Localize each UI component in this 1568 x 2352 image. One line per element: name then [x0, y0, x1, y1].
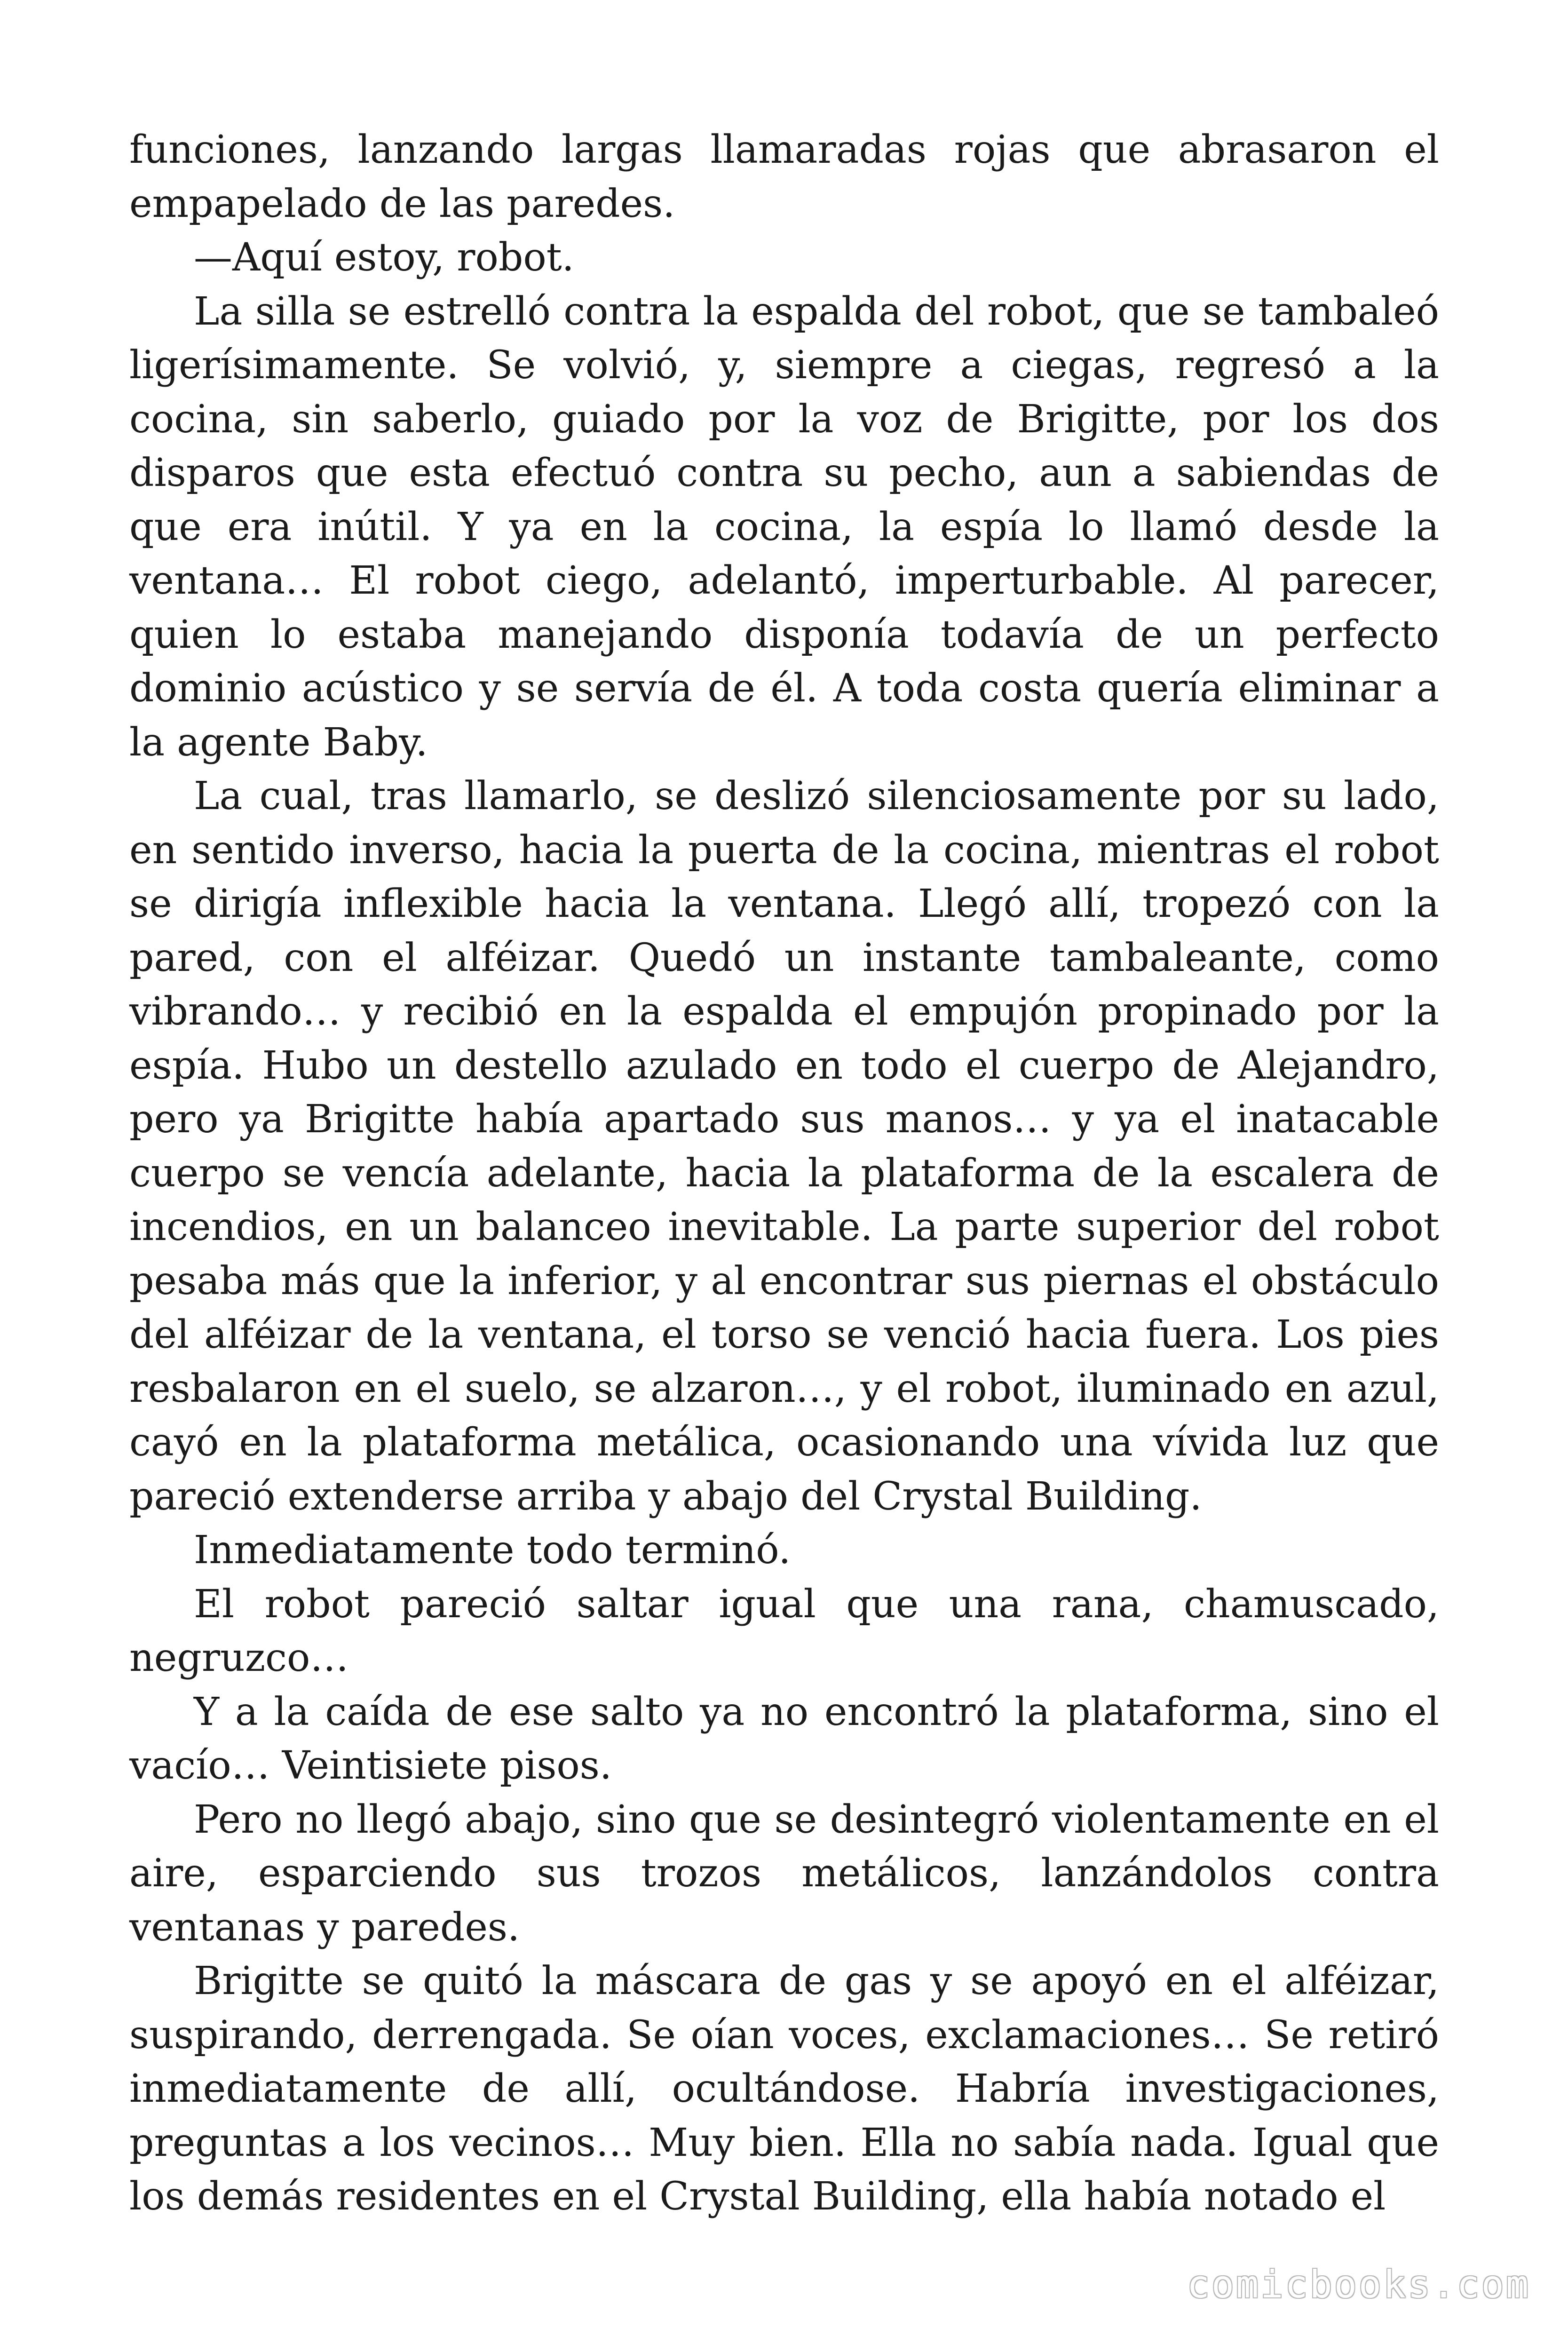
paragraph: Pero no llegó abajo, sino que se desintegró violentamente en el aire, esparciendo sus trozos metálicos, lanzándolos contra ventanas y paredes. — [129, 1797, 1439, 1950]
paragraph: Brigitte se quitó la máscara de gas y se apoyó en el alféizar, suspirando, derrengada. Se oían voces, exclamaciones… Se retiró inmediatamente de allí, ocultándose. Habría investigaciones, preguntas a los vecinos… Muy bien. Ella no sabía nada. Igual que los demás residentes en el Crystal Building, ella había notado el — [129, 1959, 1439, 2219]
paragraph: Y a la caída de ese salto ya no encontró la plataforma, sino el vacío… Veintisiete pisos. — [129, 1689, 1439, 1788]
paragraph: funciones, lanzando largas llamaradas rojas que abrasaron el empapelado de las paredes. — [129, 127, 1439, 226]
paragraph: Inmediatamente todo terminó. — [194, 1528, 791, 1573]
page-text — [129, 123, 1439, 2224]
paragraph: La silla se estrelló contra la espalda del robot, que se tambaleó ligerísimamente. Se volvió, y, siempre a ciegas, regresó a la cocina, sin saberlo, guiado por la voz de Brigitte, por los dos disparos que esta efectuó contra su pecho, aun a sabiendas de que era inútil. Y ya en la cocina, la espía lo llamó desde la ventana… El robot ciego, adelantó, imperturbable. Al parecer, quien lo estaba manejando disponía todavía de un perfecto dominio acústico y se servía de él. A toda costa quería eliminar a la agente Baby. — [129, 289, 1439, 765]
watermark: comicbooks.com — [1187, 2263, 1530, 2306]
paragraph: El robot pareció saltar igual que una rana, chamuscado, negruzco… — [129, 1581, 1439, 1680]
paragraph: La cual, tras llamarlo, se deslizó silenciosamente por su lado, en sentido inverso, hacia la puerta de la cocina, mientras el robot se dirigía inflexible hacia la ventana. Llegó allí, tropezó con la pared, con el alféizar. Quedó un instante tambaleante, como vibrando… y recibió en la espalda el empujón propinado por la espía. Hubo un destello azulado en todo el cuerpo de Alejandro, pero ya Brigitte había apartado sus manos… y ya el inatacable cuerpo se vencía adelante, hacia la plataforma de la escalera de incendios, en un balanceo inevitable. La parte superior del robot pesaba más que la inferior, y al encontrar sus piernas el obstáculo del alféizar de la ventana, el torso se venció hacia fuera. Los pies resbalaron en el suelo, se alzaron…, y el robot, iluminado en azul, cayó en la plataforma metálica, ocasionando una vívida luz que pareció extenderse arriba y abajo del Crystal Building. — [129, 774, 1439, 1519]
paragraph: —Aquí estoy, robot. — [194, 235, 574, 280]
